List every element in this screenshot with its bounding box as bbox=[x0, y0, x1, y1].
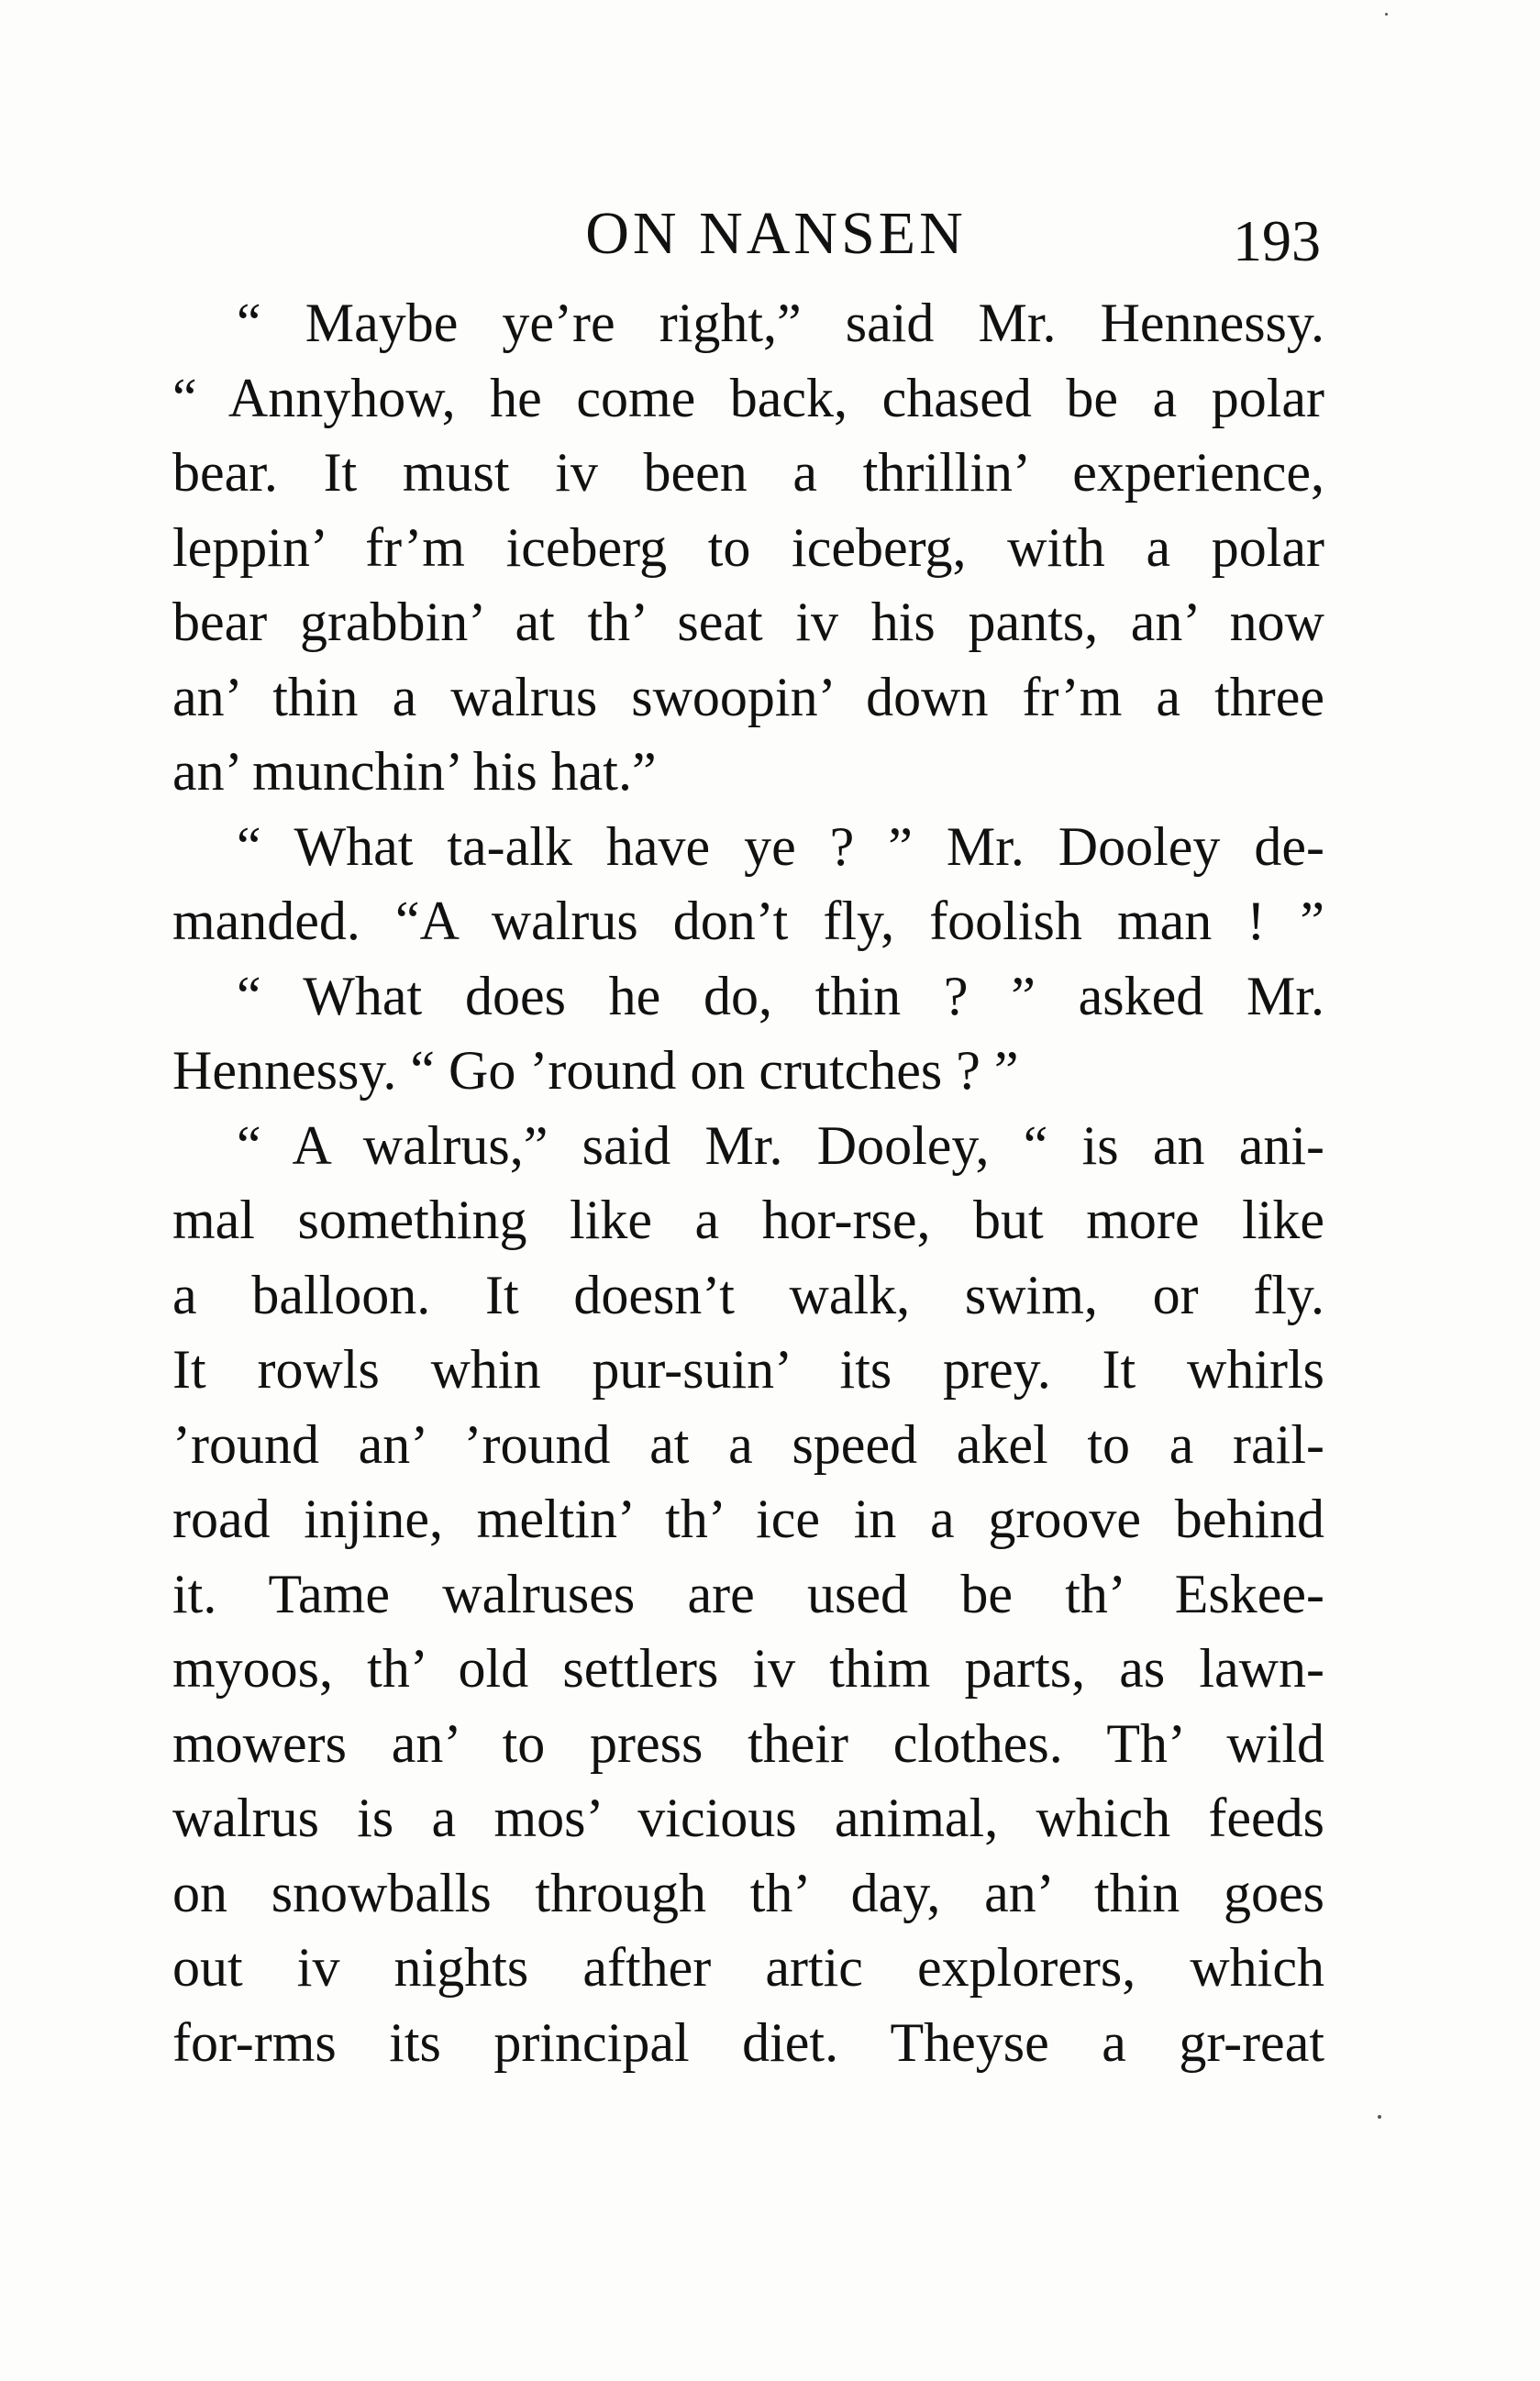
text-line: “ Maybe ye’re right,” said Mr. Hennessy. bbox=[237, 293, 1324, 353]
text-line: “ A walrus,” said Mr. Dooley, “ is an ani- bbox=[237, 1114, 1324, 1176]
text-line: “ What does he do, thin ? ” asked Mr. bbox=[237, 965, 1324, 1026]
body-text bbox=[172, 286, 1324, 2080]
text-line: leppin’ fr’m iceberg to iceberg, with a polar bbox=[172, 516, 1324, 578]
text-line: It rowls whin pur-suin’ its prey. It whirls bbox=[172, 1339, 1324, 1400]
page-number: 193 bbox=[1233, 208, 1321, 273]
text-line: “ Annyhow, he come back, chased be a polar bbox=[172, 367, 1324, 428]
text-line: myoos, th’ old settlers iv thim parts, as lawn- bbox=[172, 1638, 1324, 1699]
text-line: road injine, meltin’ th’ ice in a groove behind bbox=[172, 1489, 1324, 1549]
text-line: manded. “A walrus don’t fly, foolish man ! ” bbox=[172, 891, 1324, 951]
text-line: Hennessy. “ Go ’round on crutches ? ” bbox=[172, 1040, 1019, 1101]
running-title: ON NANSEN bbox=[585, 200, 967, 267]
text-line: bear grabbin’ at th’ seat iv his pants, an’ now bbox=[172, 592, 1324, 652]
print-speck bbox=[1385, 13, 1388, 16]
text-line: mal something like a hor-rse, but more like bbox=[172, 1190, 1324, 1250]
running-head bbox=[172, 193, 1324, 275]
text-line: on snowballs through th’ day, an’ thin goes bbox=[172, 1862, 1324, 1923]
text-line: an’ munchin’ his hat.” bbox=[172, 741, 657, 802]
text-line: out iv nights afther artic explorers, which bbox=[172, 1937, 1324, 1998]
text-line: bear. It must iv been a thrillin’ experience, bbox=[172, 442, 1324, 503]
print-speck bbox=[1378, 2115, 1381, 2119]
text-line: an’ thin a walrus swoopin’ down fr’m a three bbox=[172, 666, 1324, 727]
text-line: “ What ta-alk have ye ? ” Mr. Dooley de- bbox=[237, 815, 1324, 877]
text-line: walrus is a mos’ vicious animal, which feeds bbox=[172, 1788, 1324, 1848]
text-line: a balloon. It doesn’t walk, swim, or fly. bbox=[172, 1264, 1324, 1325]
text-line: mowers an’ to press their clothes. Th’ wild bbox=[172, 1712, 1324, 1774]
text-line: ’round an’ ’round at a speed akel to a rail- bbox=[172, 1413, 1324, 1475]
text-line: for-rms its principal diet. Theyse a gr-reat bbox=[172, 2011, 1324, 2073]
text-line: it. Tame walruses are used be th’ Eskee- bbox=[172, 1563, 1324, 1624]
